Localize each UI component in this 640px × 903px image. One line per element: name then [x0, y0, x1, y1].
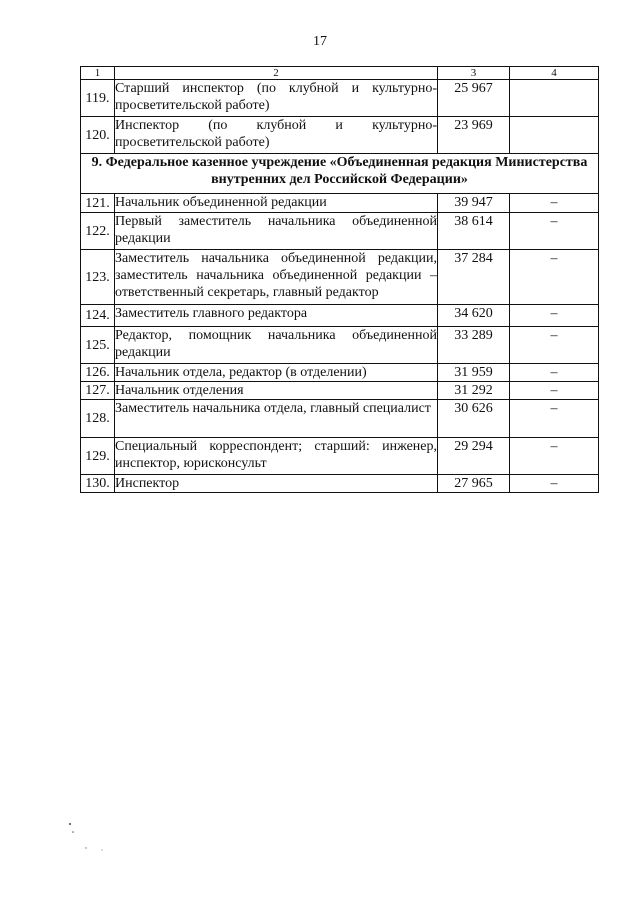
row-number: 122.: [81, 213, 115, 250]
table-row: [81, 400, 599, 438]
position-title: Заместитель начальника объединенной редакции, заместитель начальника объединенной редакции – ответственный секретарь, главный редактор: [115, 250, 438, 305]
table-header: [81, 67, 599, 80]
table-body: [81, 80, 599, 493]
scan-speck: [101, 849, 102, 850]
salary-amount: 38 614: [438, 213, 510, 250]
row-number: 121.: [81, 194, 115, 213]
salary-amount: 39 947: [438, 194, 510, 213]
header-col-3: 3: [438, 67, 510, 80]
table-row: [81, 382, 599, 400]
salary-amount: 37 284: [438, 250, 510, 305]
extra-value: –: [510, 213, 599, 250]
header-col-2: 2: [115, 67, 438, 80]
extra-value: –: [510, 475, 599, 493]
salary-amount: 23 969: [438, 117, 510, 154]
extra-value: –: [510, 327, 599, 364]
row-number: 129.: [81, 438, 115, 475]
extra-value: [510, 80, 599, 117]
row-number: 120.: [81, 117, 115, 154]
extra-value: –: [510, 194, 599, 213]
table-row: [81, 475, 599, 493]
scan-speck: [85, 847, 86, 848]
row-number: 124.: [81, 305, 115, 327]
salary-amount: 29 294: [438, 438, 510, 475]
scan-speck: [69, 823, 71, 825]
position-title: Инспектор (по клубной и культурно-просветительской работе): [115, 117, 438, 154]
salary-amount: 31 292: [438, 382, 510, 400]
salary-amount: 33 289: [438, 327, 510, 364]
salary-amount: 31 959: [438, 364, 510, 382]
section-row: [81, 154, 599, 194]
scan-speck: [72, 831, 74, 833]
row-number: 125.: [81, 327, 115, 364]
position-title: Заместитель начальника отдела, главный специалист: [115, 400, 438, 438]
salary-amount: 25 967: [438, 80, 510, 117]
extra-value: –: [510, 382, 599, 400]
position-title: Начальник отделения: [115, 382, 438, 400]
extra-value: –: [510, 364, 599, 382]
table-row: [81, 80, 599, 117]
table-row: [81, 117, 599, 154]
table-row: [81, 438, 599, 475]
table-row: [81, 305, 599, 327]
extra-value: –: [510, 400, 599, 438]
table-row: [81, 213, 599, 250]
extra-value: –: [510, 250, 599, 305]
header-col-1: 1: [81, 67, 115, 80]
salary-amount: 34 620: [438, 305, 510, 327]
position-title: Специальный корреспондент; старший: инженер, инспектор, юрисконсульт: [115, 438, 438, 475]
position-title: Редактор, помощник начальника объединенной редакции: [115, 327, 438, 364]
position-title: Заместитель главного редактора: [115, 305, 438, 327]
row-number: 130.: [81, 475, 115, 493]
section-heading: 9. Федеральное казенное учреждение «Объединенная редакция Министерства внутренних дел Российской Федерации»: [81, 154, 599, 194]
salary-table: [80, 66, 599, 493]
salary-amount: 30 626: [438, 400, 510, 438]
extra-value: –: [510, 438, 599, 475]
scan-specks: [62, 820, 122, 860]
position-title: Старший инспектор (по клубной и культурно-просветительской работе): [115, 80, 438, 117]
extra-value: [510, 117, 599, 154]
salary-amount: 27 965: [438, 475, 510, 493]
position-title: Первый заместитель начальника объединенной редакции: [115, 213, 438, 250]
row-number: 128.: [81, 400, 115, 438]
extra-value: –: [510, 305, 599, 327]
header-row: [81, 67, 599, 80]
table-row: [81, 327, 599, 364]
table-row: [81, 250, 599, 305]
table-row: [81, 194, 599, 213]
position-title: Начальник отдела, редактор (в отделении): [115, 364, 438, 382]
table-row: [81, 364, 599, 382]
row-number: 127.: [81, 382, 115, 400]
row-number: 123.: [81, 250, 115, 305]
position-title: Инспектор: [115, 475, 438, 493]
position-title: Начальник объединенной редакции: [115, 194, 438, 213]
row-number: 126.: [81, 364, 115, 382]
header-col-4: 4: [510, 67, 599, 80]
page-number: 17: [313, 34, 327, 49]
row-number: 119.: [81, 80, 115, 117]
